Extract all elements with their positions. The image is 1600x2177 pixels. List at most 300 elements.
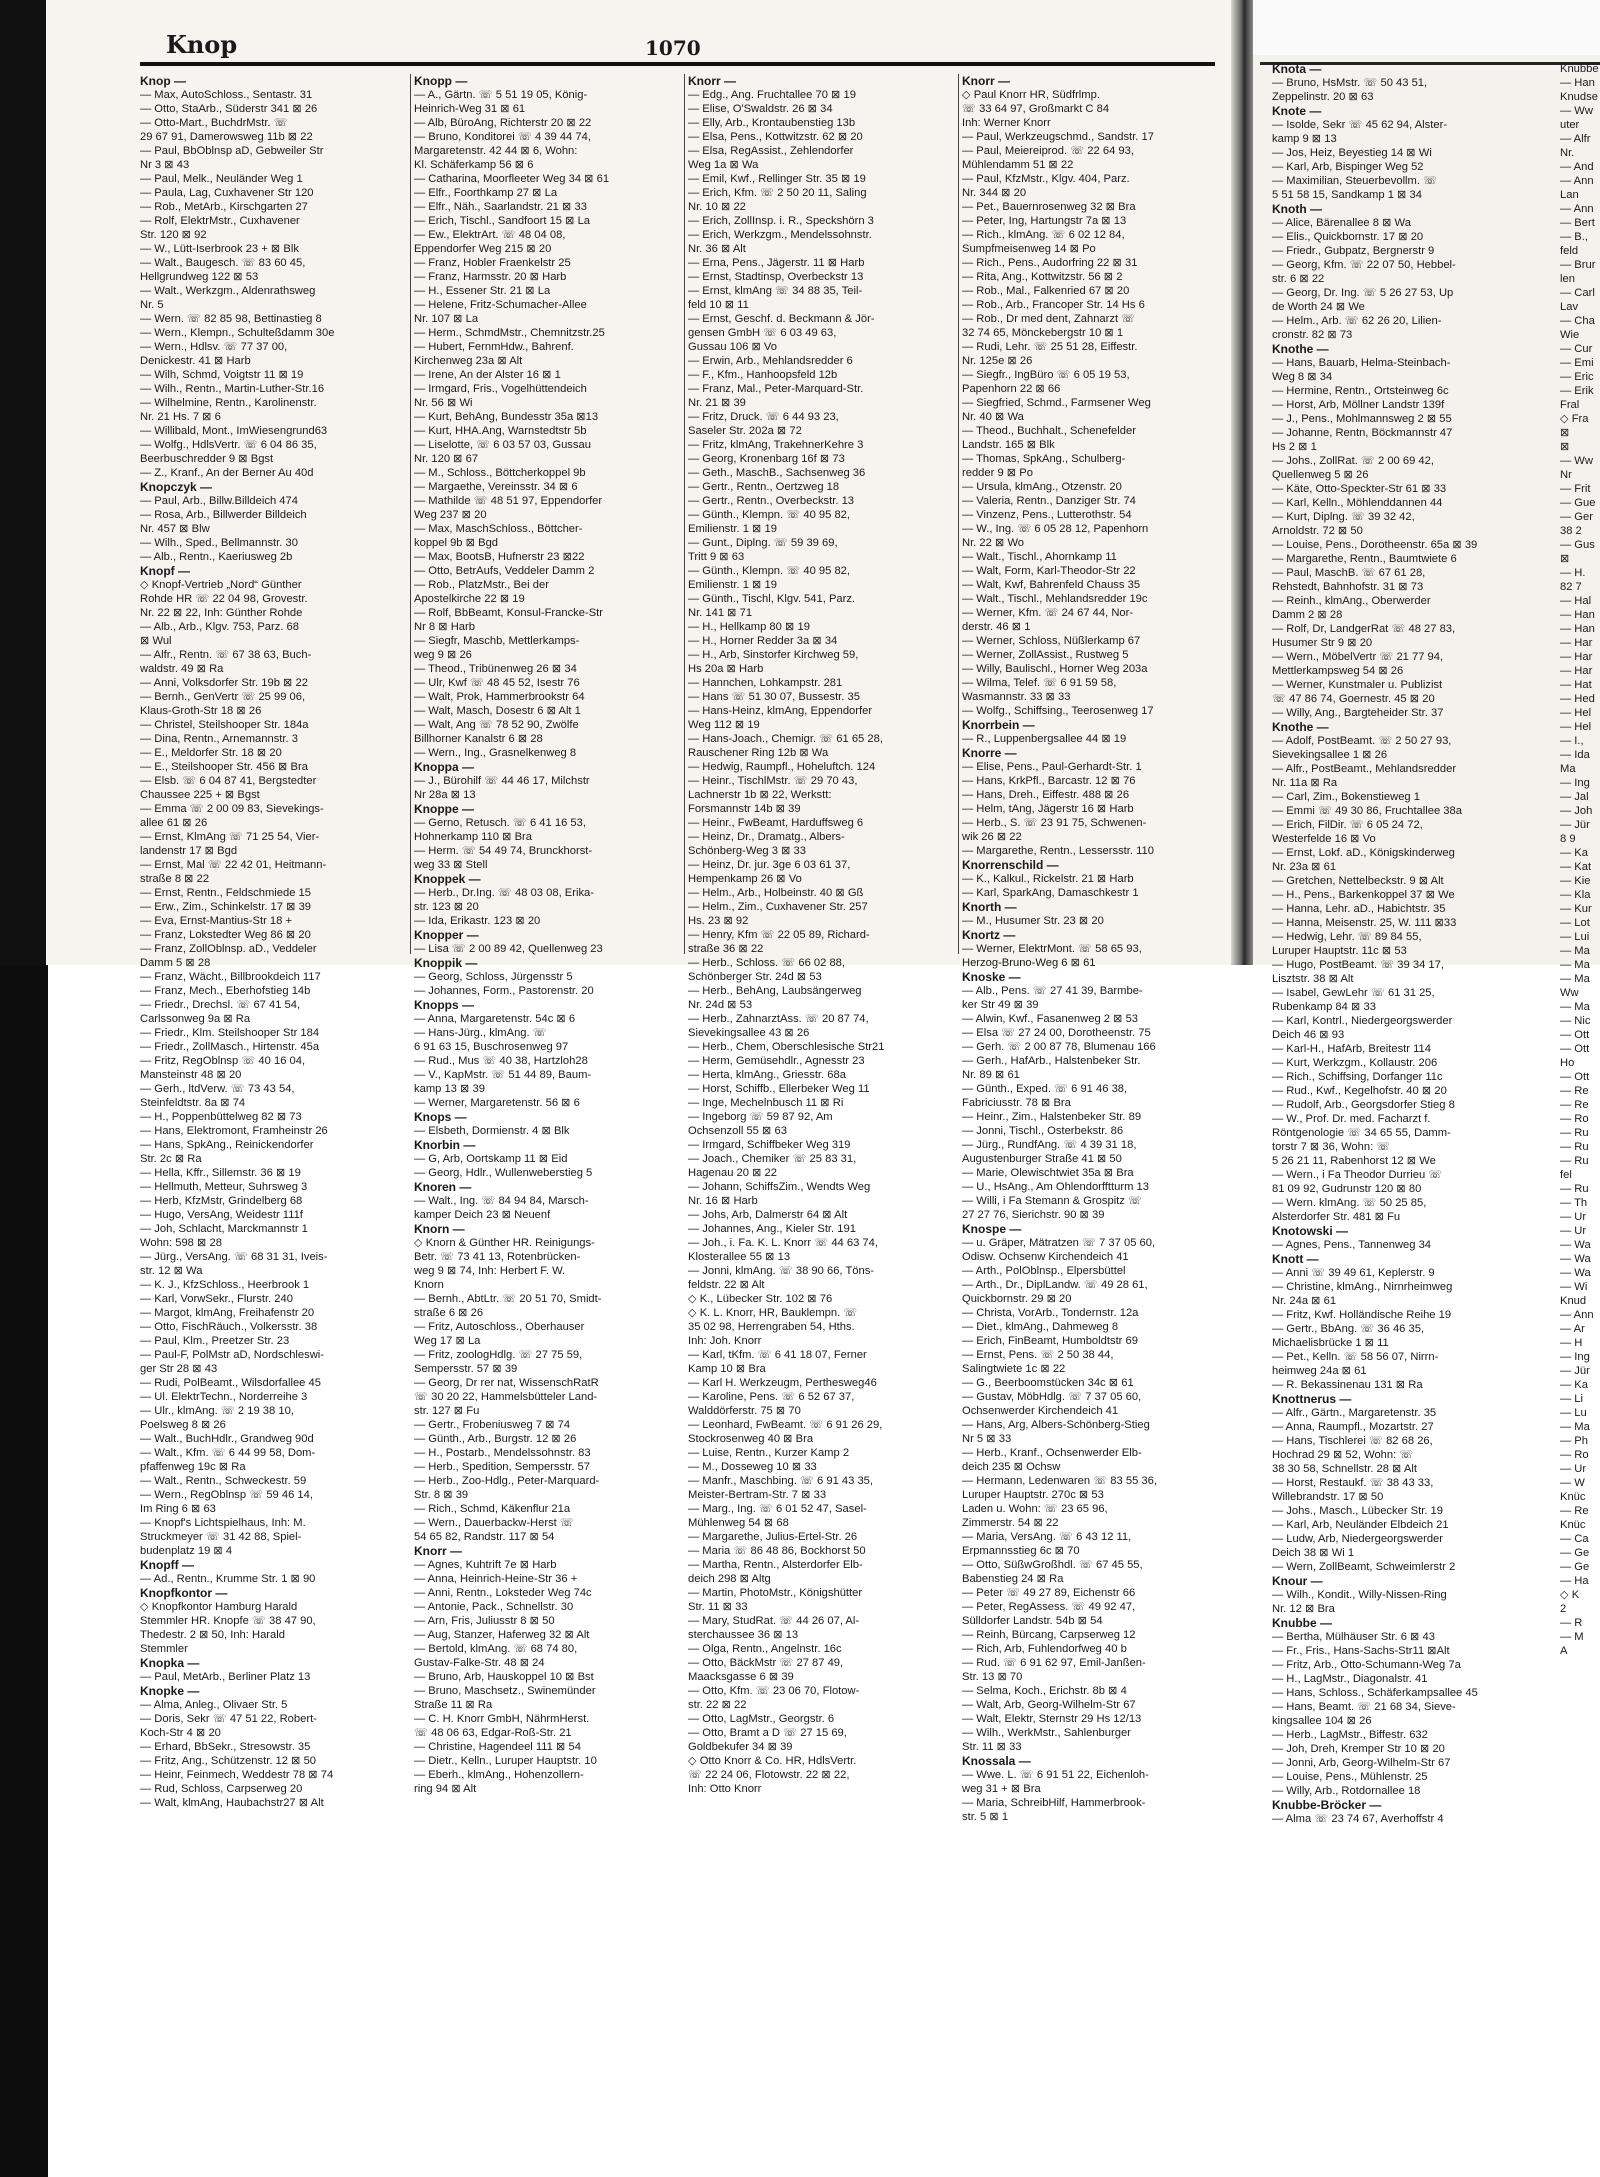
directory-entry-line: Struckmeyer ☏ 31 42 88, Spiel-: [140, 1531, 302, 1543]
directory-entry-line: — J., Pens., Mohlmannsweg 2 ⊠ 55: [1272, 413, 1452, 425]
directory-entry-line: — Johs., Masch., Lübecker Str. 19: [1272, 1505, 1443, 1517]
directory-entry-line: weg 31 + ⊠ Bra: [962, 1783, 1041, 1795]
running-head-keyword: Knop: [166, 30, 238, 59]
directory-entry-line: — Elsa, Pens., Kottwitzstr. 62 ⊠ 20: [688, 131, 863, 143]
directory-entry-line: — Fritz, RegOblnsp ☏ 40 16 04,: [140, 1055, 306, 1067]
directory-entry-line: — Günth., Klempn. ☏ 40 95 82,: [688, 565, 851, 577]
directory-entry-line: — Alb., Pens. ☏ 27 41 39, Barmbe-: [962, 985, 1143, 997]
directory-column-2: [414, 74, 676, 1795]
directory-entry-line: — Helene, Fritz-Schumacher-Allee: [414, 299, 587, 311]
directory-entry-line: Hochrad 29 ⊠ 52, Wohn: ☏: [1272, 1449, 1414, 1461]
directory-entry-line: — Franz, Mal., Peter-Marquard-Str.: [688, 383, 864, 395]
directory-entry-line: — H., Arb, Sinstorfer Kirchweg 59,: [688, 649, 859, 661]
directory-entry-line: feld: [1560, 245, 1579, 257]
directory-entry-line: Arnoldstr. 72 ⊠ 50: [1272, 525, 1363, 537]
directory-entry-line: weg 33 ⊠ Stell: [414, 859, 488, 871]
directory-entry-line: — Elise, O'Swaldstr. 26 ⊠ 34: [688, 103, 833, 115]
directory-entry-line: — Rob., Dr med dent, Zahnarzt ☏: [962, 313, 1136, 325]
column-rule: [684, 74, 685, 954]
directory-entry-line: Walddörferstr. 75 ⊠ 70: [688, 1405, 801, 1417]
directory-entry-line: gensen GmbH ☏ 6 03 49 63,: [688, 327, 837, 339]
directory-entry-line: — E., Meldorfer Str. 18 ⊠ 20: [140, 747, 282, 759]
directory-entry-line: — Erw., Zim., Schinkelstr. 17 ⊠ 39: [140, 901, 312, 913]
directory-entry-line: — Willy, Ang., Bargteheider Str. 37: [1272, 707, 1444, 719]
directory-entry-line: — Rita, Ang., Kottwitzstr. 56 ⊠ 2: [962, 271, 1123, 283]
directory-entry-line: Hellgrundweg 122 ⊠ 53: [140, 271, 259, 283]
directory-entry-line: — Ernst, klmAng ☏ 34 88 35, Teil-: [688, 285, 863, 297]
directory-entry-line: ◇ Otto Knorr & Co. HR, HdlsVertr.: [688, 1755, 857, 1767]
directory-entry-line: — Otto, StaArb., Süderstr 341 ⊠ 26: [140, 103, 318, 115]
directory-entry-line: — Rob., MetArb., Kirschgarten 27: [140, 201, 308, 213]
directory-entry-line: — Alice, Bärenallee 8 ⊠ Wa: [1272, 217, 1411, 229]
directory-entry-line: — Georg, Schloss, Jürgensstr 5: [414, 971, 573, 983]
directory-entry-line: 38 2: [1560, 525, 1582, 537]
surname-heading: Knottnerus —: [1272, 1392, 1352, 1406]
directory-entry-line: — Alfr., Gärtn., Margaretenstr. 35: [1272, 1407, 1437, 1419]
directory-entry-line: — Jür: [1560, 819, 1590, 831]
directory-entry-line: — Christine, klmAng., Nirnrheimweg: [1272, 1281, 1453, 1293]
directory-entry-line: — Erich, ZollInsp. i. R., Speckshörn 3: [688, 215, 874, 227]
directory-entry-line: Rohde HR ☏ 22 04 98, Grovestr.: [140, 593, 308, 605]
directory-entry-line: — Herb., S. ☏ 23 91 75, Schwenen-: [962, 817, 1147, 829]
directory-entry-line: landenstr 17 ⊠ Bgd: [140, 845, 238, 857]
directory-entry-line: Beerbuschredder 9 ⊠ Bgst: [140, 453, 274, 465]
directory-entry-line: — Horst, Restaukf. ☏ 38 43 33,: [1272, 1477, 1434, 1489]
directory-entry-line: 5 51 58 15, Sandkamp 1 ⊠ 34: [1272, 189, 1422, 201]
directory-entry-line: — Wilh., WerkMstr., Sahlenburger: [962, 1727, 1131, 1739]
directory-entry-line: Lav: [1560, 301, 1579, 313]
directory-entry-line: Wasmannstr. 33 ⊠ 33: [962, 691, 1071, 703]
directory-entry-line: — Otto, Kfm. ☏ 23 06 70, Flotow-: [688, 1685, 860, 1697]
directory-entry-line: — Margaethe, Vereinsstr. 34 ⊠ 6: [414, 481, 578, 493]
directory-entry-line: ☏ 47 86 74, Goernestr. 45 ⊠ 20: [1272, 693, 1435, 705]
directory-entry-line: — Erich, FinBeamt, Humboldtstr 69: [962, 1335, 1138, 1347]
directory-entry-line: — Maria, VersAng. ☏ 6 43 12 11,: [962, 1531, 1132, 1543]
directory-entry-line: — Wilhelmine, Rentn., Karolinenstr.: [140, 397, 317, 409]
directory-entry-line: — Ernst, Mal ☏ 22 42 01, Heitmann-: [140, 859, 327, 871]
directory-entry-line: — Erik: [1560, 385, 1594, 397]
directory-entry-line: ⊠: [1560, 553, 1570, 565]
directory-entry-line: Husumer Str 9 ⊠ 20: [1272, 637, 1373, 649]
directory-entry-line: — Marg., Ing. ☏ 6 01 52 47, Sasel-: [688, 1503, 867, 1515]
directory-entry-line: — Han: [1560, 623, 1595, 635]
directory-entry-line: Papenhorn 22 ⊠ 66: [962, 383, 1061, 395]
directory-entry-line: — Irmgard, Fris., Vogelhüttendeich: [414, 383, 587, 395]
directory-entry-line: — Siegfr., IngBüro ☏ 6 05 19 53,: [962, 369, 1130, 381]
directory-entry-line: Str. 120 ⊠ 92: [140, 229, 207, 241]
directory-entry-line: — Lot: [1560, 917, 1590, 929]
directory-entry-line: — M., Schloss., Böttcherkoppel 9b: [414, 467, 586, 479]
directory-entry-line: Luruper Hauptstr. 270c ⊠ 53: [962, 1489, 1104, 1501]
directory-entry-line: kamp 9 ⊠ 13: [1272, 133, 1337, 145]
directory-entry-line: — Christel, Steilshooper Str. 184a: [140, 719, 309, 731]
directory-entry-line: — C. H. Knorr GmbH, NährmHerst.: [414, 1713, 590, 1725]
directory-entry-line: — Emi: [1560, 357, 1594, 369]
directory-entry-line: — Aug, Stanzer, Haferweg 32 ⊠ Alt: [414, 1629, 590, 1641]
directory-entry-line: — Kurt, Diplng. ☏ 39 32 42,: [1272, 511, 1415, 523]
directory-entry-line: — E., Steilshooper Str. 456 ⊠ Bra: [140, 761, 308, 773]
directory-entry-line: Nr. 457 ⊠ Blw: [140, 523, 210, 535]
directory-entry-line: kamper Deich 23 ⊠ Neuenf: [414, 1209, 551, 1221]
directory-entry-line: — Hel: [1560, 721, 1592, 733]
directory-entry-line: — Wern., Dauerbackw-Herst ☏: [414, 1517, 574, 1529]
directory-entry-line: Stockrosenweg 40 ⊠ Bra: [688, 1433, 814, 1445]
directory-entry-line: — Kla: [1560, 889, 1591, 901]
directory-entry-line: — Alwin, Kwf., Fasanenweg 2 ⊠ 53: [962, 1013, 1139, 1025]
directory-entry-line: Steinfeldtstr. 8a ⊠ 74: [140, 1097, 246, 1109]
surname-heading: Knoppik —: [414, 956, 478, 970]
surname-heading: Knorth —: [962, 900, 1017, 914]
directory-entry-line: redder 9 ⊠ Po: [962, 467, 1033, 479]
directory-entry-line: Nr 8 ⊠ Harb: [414, 621, 475, 633]
directory-entry-line: Nr. 107 ⊠ La: [414, 313, 479, 325]
directory-entry-line: heimweg 24a ⊠ 61: [1272, 1365, 1367, 1377]
directory-entry-line: — Wilh., Kondit., Willy-Nissen-Ring: [1272, 1589, 1447, 1601]
directory-entry-line: — Günth., Tischl, Klgv. 541, Parz.: [688, 593, 856, 605]
directory-entry-line: Meister-Bertram-Str. 7 ⊠ 33: [688, 1489, 827, 1501]
directory-entry-line: Str. 13 ⊠ 70: [962, 1671, 1023, 1683]
directory-entry-line: — Hubert, FernmHdw., Bahrenf.: [414, 341, 574, 353]
directory-entry-line: — Olga, Rentn., Angelnstr. 16c: [688, 1643, 842, 1655]
directory-entry-line: fel: [1560, 1169, 1572, 1181]
directory-entry-line: — Marie, Olewischtwiet 35a ⊠ Bra: [962, 1167, 1134, 1179]
directory-entry-line: str. 127 ⊠ Fu: [414, 1405, 480, 1417]
page-header: [160, 22, 1220, 62]
surname-heading: Knothe —: [1272, 720, 1329, 734]
directory-entry-line: — Lisa ☏ 2 00 89 42, Quellenweg 23: [414, 943, 603, 955]
directory-entry-line: — Arth., PolOblnsp., Elpersbüttel: [962, 1265, 1126, 1277]
directory-entry-line: — Joh, Dreh, Kremper Str 10 ⊠ 20: [1272, 1743, 1445, 1755]
directory-entry-line: Rehstedt, Bahnhofstr. 31 ⊠ 73: [1272, 581, 1424, 593]
directory-entry-line: Ma: [1560, 763, 1576, 775]
directory-entry-line: — Hellmuth, Metteur, Suhrsweg 3: [140, 1181, 308, 1193]
directory-entry-line: — Herb., Kranf., Ochsenwerder Elb-: [962, 1447, 1142, 1459]
directory-entry-line: Goldbekufer 34 ⊠ 39: [688, 1741, 793, 1753]
surname-heading: Knoth —: [1272, 202, 1322, 216]
directory-entry-line: deich 235 ⊠ Ochsw: [962, 1461, 1061, 1473]
directory-entry-line: — Wern., MöbelVertr ☏ 21 77 94,: [1272, 651, 1444, 663]
directory-entry-line: Nr. 16 ⊠ Harb: [688, 1195, 758, 1207]
directory-entry-line: Mühlenweg 54 ⊠ 68: [688, 1517, 789, 1529]
directory-entry-line: Nr. 125e ⊠ 26: [962, 355, 1033, 367]
directory-entry-line: — Ann: [1560, 1309, 1594, 1321]
directory-entry-line: ⊠: [1560, 441, 1570, 453]
directory-entry-line: — Rudi, PolBeamt., Wilsdorfallee 45: [140, 1377, 321, 1389]
directory-entry-line: — Elise, Pens., Paul-Gerhardt-Str. 1: [962, 761, 1142, 773]
directory-entry-line: — Ka: [1560, 1379, 1588, 1391]
directory-entry-line: — Rud., Kwf., Kegelhofstr. 40 ⊠ 20: [1272, 1085, 1447, 1097]
directory-entry-line: Hs 2 ⊠ 1: [1272, 441, 1317, 453]
directory-entry-line: — Har: [1560, 637, 1593, 649]
directory-entry-line: — Herm., SchmdMstr., Chemnitzstr.25: [414, 327, 605, 339]
directory-entry-line: — Kie: [1560, 875, 1591, 887]
directory-entry-line: ☏ 22 24 06, Flotowstr. 22 ⊠ 22,: [688, 1769, 850, 1781]
directory-entry-line: — W: [1560, 1477, 1585, 1489]
directory-entry-line: — Gustav, MöbHdlg. ☏ 7 37 05 60,: [962, 1391, 1142, 1403]
directory-entry-line: Saseler Str. 202a ⊠ 72: [688, 425, 802, 437]
directory-entry-line: — Z., Kranf., An der Berner Au 40d: [140, 467, 314, 479]
directory-entry-line: — Christine, Hagendeel 111 ⊠ 54: [414, 1741, 581, 1753]
directory-entry-line: — Ro: [1560, 1449, 1589, 1461]
directory-entry-line: — H: [1560, 1337, 1583, 1349]
directory-entry-line: — Herb, KfzMstr, Grindelberg 68: [140, 1195, 303, 1207]
directory-entry-line: — Liselotte, ☏ 6 03 57 03, Gussau: [414, 439, 591, 451]
surname-heading: Knorr —: [414, 1544, 462, 1558]
directory-entry-line: Deich 38 ⊠ Wi 1: [1272, 1547, 1355, 1559]
directory-entry-line: Weg 237 ⊠ 20: [414, 509, 487, 521]
directory-entry-line: — Ew., ElektrArt. ☏ 48 04 08,: [414, 229, 566, 241]
directory-entry-line: 29 67 91, Damerowsweg 11b ⊠ 22: [140, 131, 313, 143]
directory-entry-line: — Paul, MaschB. ☏ 67 61 28,: [1272, 567, 1426, 579]
directory-entry-line: — Hella, Kffr., Sillemstr. 36 ⊠ 19: [140, 1167, 301, 1179]
directory-entry-line: — Alb., Rentn., Kaeriusweg 2b: [140, 551, 293, 563]
directory-entry-line: ring 94 ⊠ Alt: [414, 1783, 477, 1795]
directory-entry-line: straße 6 ⊠ 26: [414, 1307, 484, 1319]
directory-entry-line: Nr 5 ⊠ 33: [962, 1433, 1012, 1445]
directory-entry-line: — Ernst, Stadtinsp, Overbeckstr 13: [688, 271, 864, 283]
directory-entry-line: — Horst, Arb, Möllner Landstr 139f: [1272, 399, 1445, 411]
directory-entry-line: — Werner, Margaretenstr. 56 ⊠ 6: [414, 1097, 580, 1109]
directory-entry-line: Wie: [1560, 329, 1580, 341]
directory-entry-line: — Otto, Bramt a D ☏ 27 15 69,: [688, 1727, 847, 1739]
directory-entry-line: Klaus-Groth-Str 18 ⊠ 26: [140, 705, 262, 717]
directory-entry-line: weg 9 ⊠ 26: [414, 649, 472, 661]
directory-entry-line: — Friedr., Gubpatz, Bergnerstr 9: [1272, 245, 1435, 257]
directory-entry-line: Heinrich-Weg 31 ⊠ 61: [414, 103, 526, 115]
directory-entry-line: Westerfelde 16 ⊠ Vo: [1272, 833, 1376, 845]
directory-entry-line: — Willi, i Fa Stemann & Grospitz ☏: [962, 1195, 1142, 1207]
directory-entry-line: — Jonni, Tischl., Osterbekstr. 86: [962, 1125, 1124, 1137]
directory-entry-line: ◇ K., Lübecker Str. 102 ⊠ 76: [688, 1293, 833, 1305]
directory-entry-line: Nr 28a ⊠ 13: [414, 789, 476, 801]
directory-entry-line: — Max, AutoSchloss., Sentastr. 31: [140, 89, 313, 101]
directory-entry-line: — Werner, Kunstmaler u. Publizist: [1272, 679, 1443, 691]
directory-entry-line: — Ingeborg ☏ 59 87 92, Am: [688, 1111, 833, 1123]
directory-entry-line: uter: [1560, 119, 1580, 131]
directory-entry-line: — Geth., MaschB., Sachsenweg 36: [688, 467, 866, 479]
directory-entry-line: — Frit: [1560, 483, 1591, 495]
directory-entry-line: — K., Kalkul., Rickelstr. 21 ⊠ Harb: [962, 873, 1134, 885]
surname-heading: Knoren —: [414, 1180, 472, 1194]
surname-heading: Knopff —: [140, 1558, 194, 1572]
directory-entry-line: — Otto, BäckMstr ☏ 27 87 49,: [688, 1657, 844, 1669]
surname-heading: Knorr —: [962, 74, 1010, 88]
directory-entry-line: — Jürg., VersAng. ☏ 68 31 31, Iveis-: [140, 1251, 328, 1263]
directory-entry-line: 27 27 76, Sierichstr. 90 ⊠ 39: [962, 1209, 1105, 1221]
directory-entry-line: — Helm, tAng, Jägerstr 16 ⊠ Harb: [962, 803, 1134, 815]
directory-entry-line: — Erich, Kfm. ☏ 2 50 20 11, Saling: [688, 187, 867, 199]
directory-entry-line: — Käte, Otto-Speckter-Str 61 ⊠ 33: [1272, 483, 1447, 495]
directory-entry-line: — Wern., Ing., Grasnelkenweg 8: [414, 747, 577, 759]
directory-entry-line: feld 10 ⊠ 11: [688, 299, 749, 311]
directory-entry-line: 81 09 92, Gudrunstr 120 ⊠ 80: [1272, 1183, 1422, 1195]
directory-entry-line: — Har: [1560, 665, 1593, 677]
directory-entry-line: — Gertr., Rentn., Overbeckstr. 13: [688, 495, 855, 507]
directory-entry-line: — Ur: [1560, 1211, 1587, 1223]
directory-entry-line: Nr. 344 ⊠ 20: [962, 187, 1027, 199]
directory-entry-line: cronstr. 82 ⊠ 73: [1272, 329, 1353, 341]
directory-entry-line: straße 8 ⊠ 22: [140, 873, 210, 885]
directory-entry-line: Thedestr. 2 ⊠ 50, Inh: Harald: [140, 1629, 285, 1641]
directory-entry-line: — Rich., klmAng. ☏ 6 02 12 84,: [962, 229, 1125, 241]
directory-entry-line: — Hedwig, Raumpfl., Hoheluftch. 124: [688, 761, 876, 773]
directory-entry-line: — Friedr., Drechsl. ☏ 67 41 54,: [140, 999, 301, 1011]
directory-entry-line: — Hans-Jürg., klmAng. ☏: [414, 1027, 547, 1039]
directory-entry-line: — Otto, LagMstr., Georgstr. 6: [688, 1713, 835, 1725]
directory-entry-line: Str. 11 ⊠ 33: [688, 1601, 748, 1613]
directory-entry-line: — Alfr., PostBeamt., Mehlandsredder: [1272, 763, 1457, 775]
directory-entry-line: — Karl, tKfm. ☏ 6 41 18 07, Ferner: [688, 1349, 867, 1361]
directory-entry-line: Inh: Joh. Knorr: [688, 1335, 762, 1347]
directory-entry-line: — Hans, Dreh., Eiffestr. 488 ⊠ 26: [962, 789, 1130, 801]
directory-entry-line: — Theod., Buchhalt., Schenefelder: [962, 425, 1136, 437]
directory-entry-line: — Ann: [1560, 175, 1594, 187]
directory-entry-line: — Anni, Volksdorfer Str. 19b ⊠ 22: [140, 677, 308, 689]
directory-entry-line: 2: [1560, 1603, 1567, 1615]
directory-entry-line: Knüc: [1560, 1519, 1586, 1531]
directory-entry-line: — Johs, Arb, Dalmerstr 64 ⊠ Alt: [688, 1209, 848, 1221]
directory-entry-line: len: [1560, 273, 1575, 285]
directory-entry-line: straße 36 ⊠ 22: [688, 943, 764, 955]
directory-entry-line: Deich 46 ⊠ 93: [1272, 1029, 1345, 1041]
directory-entry-line: — Franz, Harmsstr. 20 ⊠ Harb: [414, 271, 567, 283]
directory-entry-line: — Hermine, Rentn., Ortsteinweg 6c: [1272, 385, 1449, 397]
directory-entry-line: — Ma: [1560, 945, 1590, 957]
directory-entry-line: — Hans, Tischlerei ☏ 82 68 26,: [1272, 1435, 1433, 1447]
directory-entry-line: Luruper Hauptstr. 11c ⊠ 53: [1272, 945, 1407, 957]
directory-entry-line: — Walt, Arb, Georg-Wilhelm-Str 67: [962, 1699, 1136, 1711]
directory-entry-line: — Joh, Schlacht, Marckmannstr 1: [140, 1223, 308, 1235]
surname-heading: Knote —: [1272, 104, 1322, 118]
directory-entry-line: — Werner, Kfm. ☏ 24 67 44, Nor-: [962, 607, 1134, 619]
directory-entry-line: — Peter, RegAssess. ☏ 49 92 47,: [962, 1601, 1136, 1613]
directory-entry-line: waldstr. 49 ⊠ Ra: [140, 663, 224, 675]
directory-entry-line: Nr. 24a ⊠ 61: [1272, 1295, 1337, 1307]
directory-entry-line: Landstr. 165 ⊠ Blk: [962, 439, 1055, 451]
surname-heading: Knoppe —: [414, 802, 474, 816]
directory-entry-line: — Herb., ZahnarztAss. ☏ 20 87 74,: [688, 1013, 869, 1025]
directory-entry-line: — H., Essener Str. 21 ⊠ La: [414, 285, 551, 297]
directory-entry-line: deich 298 ⊠ Altg: [688, 1573, 771, 1585]
directory-entry-line: — Gus: [1560, 539, 1595, 551]
directory-entry-line: Forsmannstr 14b ⊠ 39: [688, 803, 801, 815]
directory-entry-line: — Walt., BuchHdlr., Grandweg 90d: [140, 1433, 314, 1445]
directory-entry-line: — Dina, Rentn., Arnemannstr. 3: [140, 733, 298, 745]
directory-entry-line: — Bruno, Konditorei ☏ 4 39 44 74,: [414, 131, 591, 143]
directory-entry-line: — Ur: [1560, 1225, 1587, 1237]
directory-entry-line: — Selma, Koch., Erichstr. 8b ⊠ 4: [962, 1685, 1127, 1697]
directory-entry-line: — Ger: [1560, 511, 1593, 523]
directory-entry-line: — Hans, Bauarb, Helma-Steinbach-: [1272, 357, 1451, 369]
directory-entry-line: — Han: [1560, 609, 1595, 621]
directory-entry-line: — Jonni, Arb, Georg-Wilhelm-Str 67: [1272, 1757, 1451, 1769]
directory-entry-line: — Walt., Kfm. ☏ 6 44 99 58, Dom-: [140, 1447, 316, 1459]
directory-entry-line: — Hans, Arg, Albers-Schönberg-Stieg: [962, 1419, 1150, 1431]
directory-entry-line: — Wilh., Rentn., Martin-Luther-Str.16: [140, 383, 325, 395]
surname-heading: Knops —: [414, 1110, 467, 1124]
surname-heading: Knotowski —: [1272, 1224, 1349, 1238]
surname-heading: Knott —: [1272, 1252, 1319, 1266]
directory-entry-line: — Diet., klmAng., Dahmeweg 8: [962, 1321, 1119, 1333]
directory-entry-line: Str. 8 ⊠ 39: [414, 1489, 469, 1501]
directory-entry-line: str. 6 ⊠ 22: [1272, 273, 1325, 285]
directory-entry-line: Nr. 10 ⊠ 22: [688, 201, 746, 213]
directory-column-3: [688, 74, 950, 1795]
directory-entry-line: — H., Pens., Barkenkoppel 37 ⊠ We: [1272, 889, 1455, 901]
directory-entry-line: — Manfr., Maschbing. ☏ 6 91 43 35,: [688, 1475, 874, 1487]
directory-entry-line: str. 12 ⊠ Wa: [140, 1265, 203, 1277]
directory-entry-line: ◇ Fra: [1560, 413, 1589, 425]
directory-entry-line: — Hans, KrkPfl., Barcastr. 12 ⊠ 76: [962, 775, 1136, 787]
directory-entry-line: — Gretchen, Nettelbeckstr. 9 ⊠ Alt: [1272, 875, 1444, 887]
directory-entry-line: Im Ring 6 ⊠ 63: [140, 1503, 216, 1515]
directory-entry-line: — Heinr., TischlMstr. ☏ 29 70 43,: [688, 775, 858, 787]
directory-entry-line: — Walt., Ing. ☏ 84 94 84, Marsch-: [414, 1195, 589, 1207]
surname-heading: Knorr —: [688, 74, 736, 88]
directory-entry-line: Nr. 21 Hs. 7 ⊠ 6: [140, 411, 221, 423]
directory-entry-line: Michaelisbrücke 1 ⊠ 11: [1272, 1337, 1389, 1349]
directory-entry-line: — Herb., Dr.Ing. ☏ 48 03 08, Erika-: [414, 887, 595, 899]
directory-entry-line: Quellenweg 5 ⊠ 26: [1272, 469, 1369, 481]
directory-entry-line: Knüc: [1560, 1491, 1586, 1503]
directory-entry-line: — Karl, SparkAng, Damaschkestr 1: [962, 887, 1139, 899]
directory-entry-line: — Rud. ☏ 6 91 62 97, Emil-Janßen-: [962, 1657, 1146, 1669]
directory-entry-line: Mühlendamm 51 ⊠ 22: [962, 159, 1074, 171]
directory-entry-line: — Peter, Ing, Hartungstr 7a ⊠ 13: [962, 215, 1127, 227]
directory-entry-line: — Fritz, Autoschloss., Oberhauser: [414, 1321, 585, 1333]
directory-entry-line: — Ulr, Kwf ☏ 48 45 52, Isestr 76: [414, 677, 580, 689]
directory-entry-line: — Johanne, Rentn, Böckmannstr 47: [1272, 427, 1453, 439]
directory-entry-line: Quickbornstr. 29 ⊠ 20: [962, 1293, 1072, 1305]
directory-entry-line: — Walt., Tischl., Mehlandsredder 19c: [962, 593, 1148, 605]
directory-entry-line: — Fritz, Arb., Otto-Schumann-Weg 7a: [1272, 1659, 1461, 1671]
directory-entry-line: str. 123 ⊠ 20: [414, 901, 479, 913]
directory-entry-line: Str. 2c ⊠ Ra: [140, 1153, 202, 1165]
directory-entry-line: — Erna, Pens., Jägerstr. 11 ⊠ Harb: [688, 257, 865, 269]
directory-entry-line: — Kat: [1560, 861, 1592, 873]
directory-entry-line: — F., Kfm., Hanhoopsfeld 12b: [688, 369, 838, 381]
directory-entry-line: Stemmler HR. Knopfe ☏ 38 47 90,: [140, 1615, 316, 1627]
directory-entry-line: Zimmerstr. 54 ⊠ 22: [962, 1517, 1059, 1529]
directory-entry-line: — Erhard, BbSekr., Stresowstr. 35: [140, 1741, 311, 1753]
directory-entry-line: — Ka: [1560, 847, 1588, 859]
directory-entry-line: Nr: [1560, 469, 1572, 481]
directory-entry-line: str. 5 ⊠ 1: [962, 1811, 1009, 1823]
directory-entry-line: — Ge: [1560, 1561, 1590, 1573]
directory-entry-line: — Carl, Zim., Bokenstieweg 1: [1272, 791, 1420, 803]
surname-heading: Knopka —: [140, 1656, 200, 1670]
directory-entry-line: — Ur: [1560, 1463, 1587, 1475]
directory-entry-line: ◇ Knorn & Günther HR. Reinigungs-: [414, 1237, 595, 1249]
directory-entry-line: Nr. 23a ⊠ 61: [1272, 861, 1337, 873]
directory-entry-line: Hs 20a ⊠ Harb: [688, 663, 764, 675]
directory-entry-line: — Catharina, Moorfleeter Weg 34 ⊠ 61: [414, 173, 610, 185]
directory-entry-line: Hagenau 20 ⊠ 22: [688, 1167, 777, 1179]
directory-entry-line: — Ludw, Arb, Niedergeorgswerder: [1272, 1533, 1444, 1545]
directory-entry-line: — Elsb. ☏ 6 04 87 41, Bergstedter: [140, 775, 317, 787]
directory-entry-line: — H., LagMstr., Diagonalstr. 41: [1272, 1673, 1428, 1685]
directory-entry-line: — Ma: [1560, 1001, 1590, 1013]
directory-entry-line: — Herb., LagMstr., Biffestr. 632: [1272, 1729, 1428, 1741]
directory-entry-line: — Walt, Prok, Hammerbrookstr 64: [414, 691, 585, 703]
directory-entry-line: — Heinr., FwBeamt, Harduffsweg 6: [688, 817, 864, 829]
surname-heading: Knopf —: [140, 564, 190, 578]
directory-entry-line: wik 26 ⊠ 22: [962, 831, 1022, 843]
directory-entry-line: — Kur: [1560, 903, 1592, 915]
directory-entry-line: — H., Postarb., Mendelssohnstr. 83: [414, 1447, 591, 1459]
directory-entry-line: — H.: [1560, 567, 1586, 579]
directory-entry-line: — Erich, Werkzgm., Mendelssohnstr.: [688, 229, 872, 241]
